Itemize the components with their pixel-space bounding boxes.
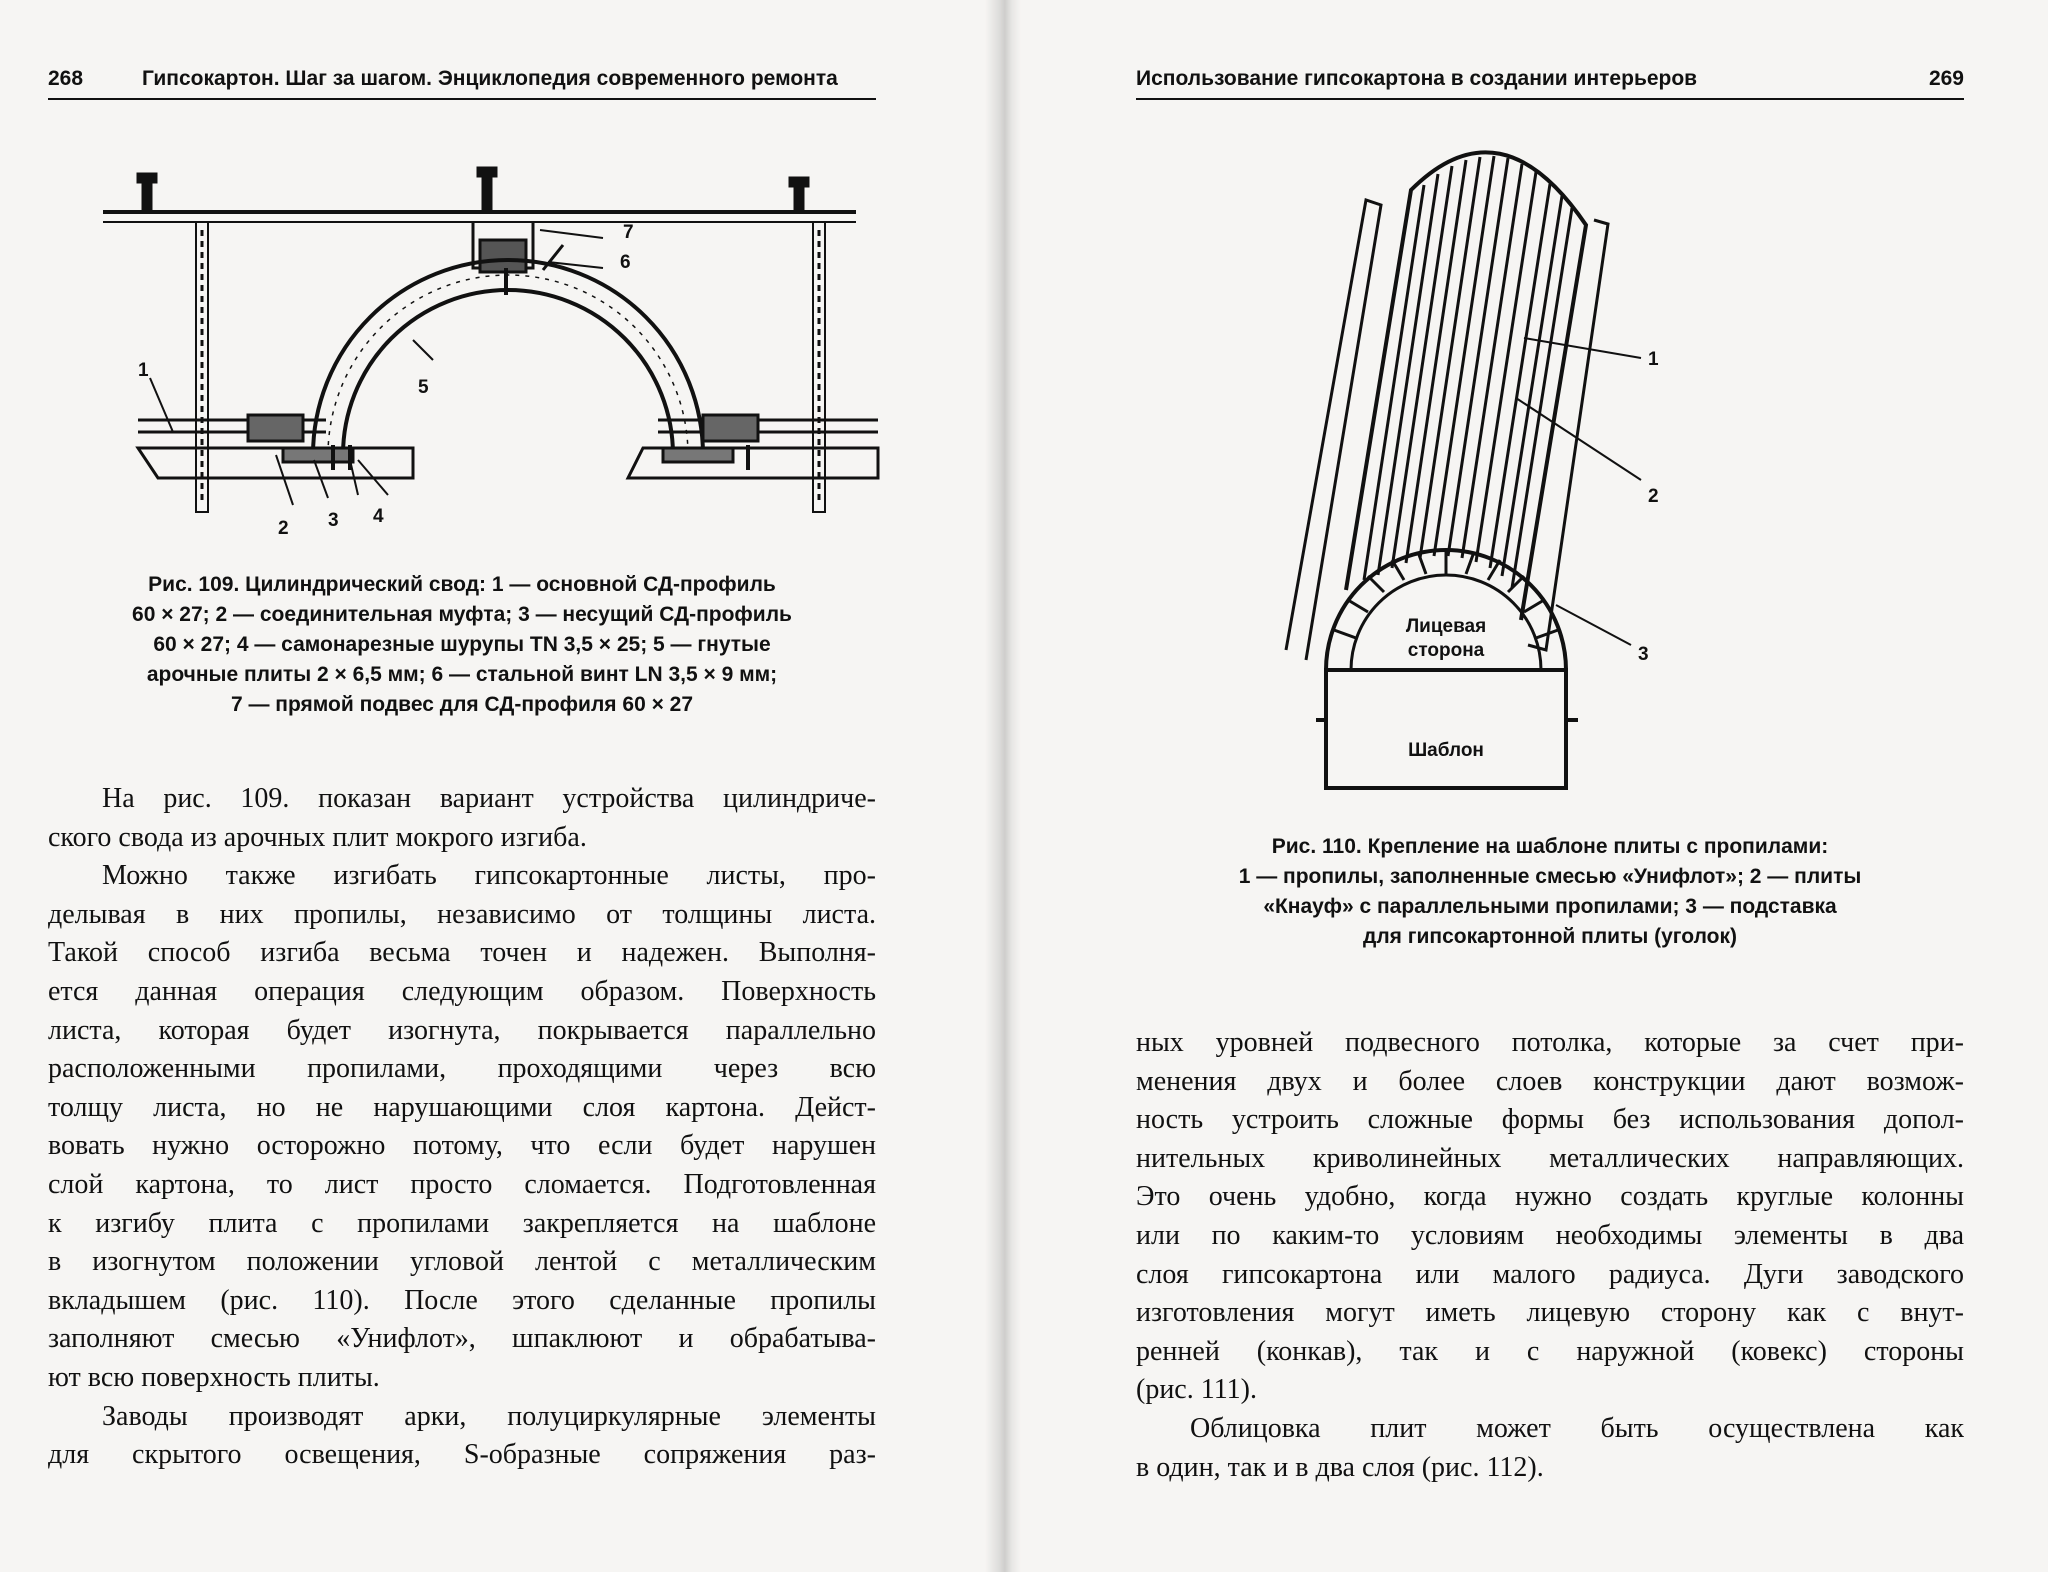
- text-line: Можно также изгибать гипсокартонные листы, про-: [102, 860, 876, 892]
- figure-110-caption: [1136, 832, 1964, 952]
- caption-line: для гипсокартонной плиты (уголок): [1363, 925, 1737, 948]
- text-line: (рис. 111).: [1136, 1374, 1257, 1406]
- text-line: для скрытого освещения, S-образные сопряжения раз-: [48, 1439, 876, 1471]
- text-line: в один, так и в два слоя (рис. 112).: [1136, 1451, 1544, 1483]
- text-line: ренней (конкав), так и с наружной (ковекс) стороны: [1136, 1335, 1964, 1367]
- text-line: вкладышем (рис. 110). После этого сделанные пропилы: [48, 1284, 876, 1316]
- arch-label-6: 6: [620, 252, 631, 273]
- text-line: расположенными пропилами, проходящими через всю: [48, 1053, 876, 1085]
- text-line: листа, которая будет изогнута, покрывается параллельно: [48, 1014, 876, 1046]
- face-side-label: Лицевая: [1405, 616, 1487, 637]
- text-line: делывая в них пропилы, независимо от толщины листа.: [48, 898, 876, 930]
- left-running-header: [48, 62, 876, 100]
- template-label-2: 2: [1648, 486, 1659, 507]
- caption-line: 60 × 27; 2 — соединительная муфта; 3 — несущий СД-профиль: [132, 603, 792, 626]
- caption-line: 7 — прямой подвес для СД-профиля 60 × 27: [230, 693, 694, 716]
- text-line: слой картона, то лист просто сломается. Подготовленная: [48, 1168, 876, 1200]
- template-label-3: 3: [1638, 644, 1649, 665]
- figure-109-caption: [48, 570, 876, 720]
- page-number: 268: [48, 67, 84, 90]
- right-page: [1136, 0, 1964, 1572]
- text-line: ется данная операция следующим образом. Поверхность: [48, 975, 876, 1007]
- left-page: [48, 0, 876, 1572]
- text-line: На рис. 109. показан вариант устройства цилиндриче-: [102, 783, 876, 814]
- arch-label-4: 4: [373, 506, 384, 527]
- text-line: к изгибу плита с пропилами закрепляется на шаблоне: [48, 1207, 876, 1239]
- caption-line: арочные плиты 2 × 6,5 мм; 6 — стальной винт LN 3,5 × 9 мм;: [146, 663, 778, 686]
- text-line: или по каким-то условиям необходимы элементы в два: [1136, 1219, 1964, 1251]
- text-line: менения двух и более слоев конструкции дают возмож-: [1136, 1065, 1964, 1097]
- text-line: ют всю поверхность плиты.: [48, 1361, 380, 1393]
- running-title: Использование гипсокартона в создании интерьеров: [1136, 67, 1698, 90]
- text-line: слоя гипсокартона или малого радиуса. Дуги заводского: [1136, 1258, 1964, 1290]
- caption-line: Рис. 110. Крепление на шаблоне плиты с пропилами:: [1271, 835, 1829, 858]
- text-line: изготовления могут иметь лицевую сторону как с внут-: [1136, 1297, 1964, 1329]
- text-line: вовать нужно осторожно потому, что если будет нарушен: [48, 1130, 876, 1162]
- caption-line: Рис. 109. Цилиндрический свод: 1 — основной СД-профиль: [148, 573, 776, 596]
- left-body-text: [48, 780, 876, 1475]
- arch-label-1: 1: [138, 360, 149, 381]
- right-running-header: [1136, 62, 1964, 100]
- caption-line: 60 × 27; 4 — самонарезные шурупы TN 3,5 × 25; 5 — гнутые: [153, 633, 771, 656]
- text-line: ность устроить сложные формы без использования допол-: [1136, 1104, 1964, 1136]
- caption-line: 1 — пропилы, заполненные смесью «Унифлот»; 2 — плиты: [1238, 865, 1862, 888]
- text-line: толщу листа, но не нарушающими слоя картона. Дейст-: [48, 1091, 876, 1123]
- text-line: заполняют смесью «Унифлот», шпаклюют и обрабатыва-: [48, 1323, 876, 1355]
- arch-vault-drawing: [88, 150, 908, 560]
- template-label-1: 1: [1648, 349, 1659, 370]
- arch-label-7: 7: [623, 222, 634, 243]
- right-body-text: [1136, 1024, 1964, 1487]
- template-label: Шаблон: [1408, 740, 1484, 761]
- book-gutter: [985, 0, 1021, 1572]
- text-line: нительных криволинейных металлических направляющих.: [1136, 1142, 1964, 1174]
- arch-label-2: 2: [278, 518, 289, 539]
- figure-109-arch-diagram: [88, 150, 908, 560]
- text-line: Это очень удобно, когда нужно создать круглые колонны: [1136, 1181, 1964, 1213]
- running-title: Гипсокартон. Шаг за шагом. Энциклопедия современного ремонта: [142, 67, 838, 90]
- text-line: Такой способ изгиба весьма точен и надежен. Выполня-: [48, 937, 876, 969]
- page-number: 269: [1928, 67, 1964, 90]
- text-line: в изогнутом положении угловой лентой с металлическим: [48, 1246, 876, 1278]
- figure-110-template-diagram: [1256, 130, 1776, 810]
- text-line: Заводы производят арки, полуциркулярные элементы: [102, 1400, 876, 1432]
- text-line: ского свода из арочных плит мокрого изгиба.: [48, 821, 587, 853]
- arch-label-3: 3: [328, 510, 339, 531]
- face-side-label: сторона: [1407, 640, 1485, 661]
- text-line: Облицовка плит может быть осуществлена как: [1190, 1412, 1964, 1444]
- text-line: ных уровней подвесного потолка, которые за счет при-: [1136, 1027, 1964, 1058]
- caption-line: «Кнауф» с параллельными пропилами; 3 — подставка: [1263, 895, 1837, 918]
- arch-label-5: 5: [418, 377, 429, 398]
- cylinder-template-drawing: [1256, 130, 1776, 810]
